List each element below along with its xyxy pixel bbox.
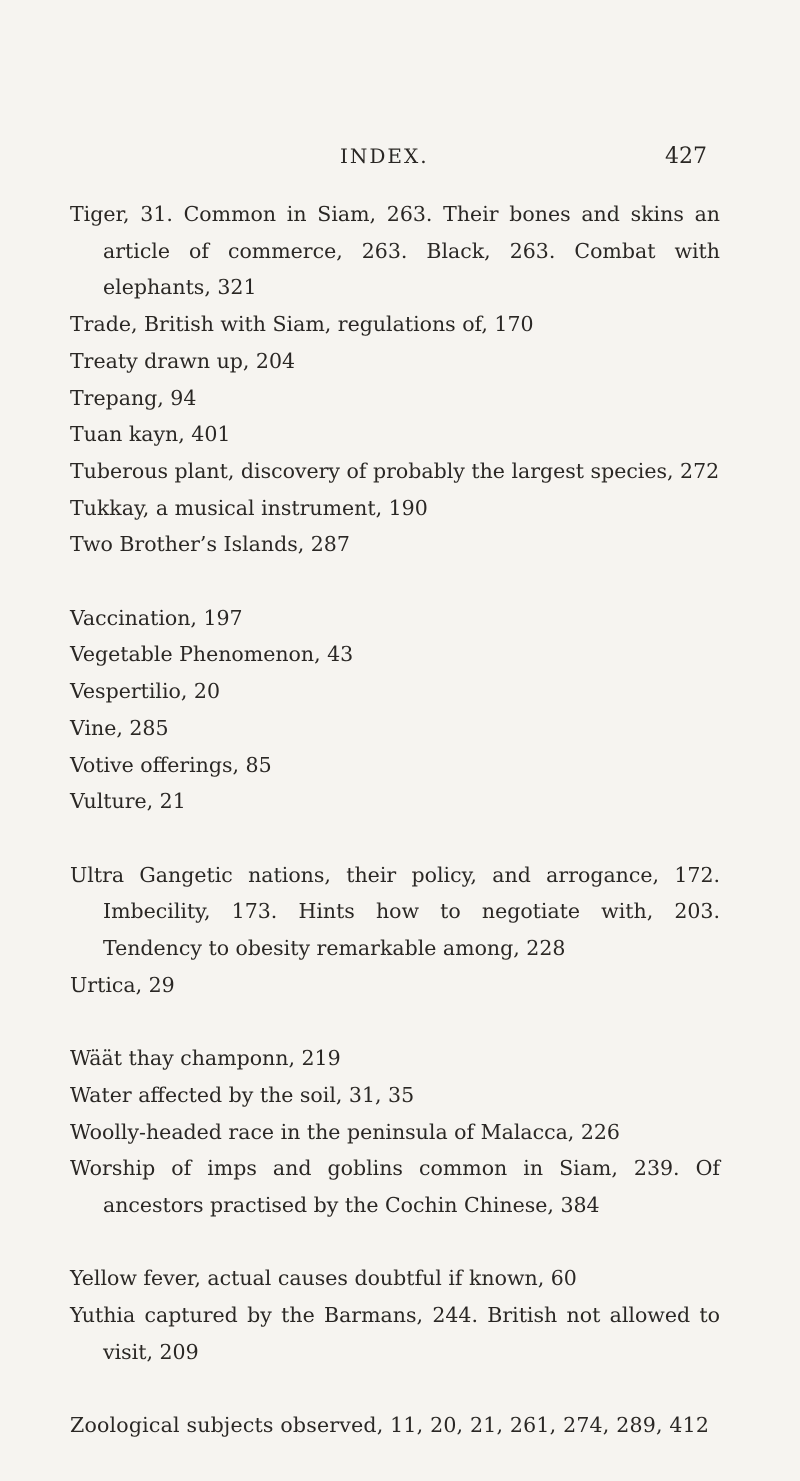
page-title: INDEX. bbox=[340, 144, 429, 168]
index-entries bbox=[70, 196, 720, 1481]
index-entry: Tiger, 31. Common in Siam, 263. Their bones and skins an article of commerce, 263. Black, 263. Combat with elephants, 321 bbox=[70, 202, 720, 300]
index-group-z bbox=[70, 1407, 720, 1444]
index-entry: Tuan kayn, 401 bbox=[70, 422, 231, 447]
index-entry: Urtica, 29 bbox=[70, 972, 175, 997]
index-group-u bbox=[70, 857, 720, 1004]
running-head bbox=[0, 144, 800, 174]
index-group-t bbox=[70, 196, 720, 563]
index-group-v bbox=[70, 600, 720, 820]
index-entry: Wäät thay champonn, 219 bbox=[70, 1046, 341, 1071]
index-entry: Tukkay, a musical instrument, 190 bbox=[70, 495, 428, 520]
index-group-y bbox=[70, 1260, 720, 1370]
index-entry: Water affected by the soil, 31, 35 bbox=[70, 1082, 415, 1107]
index-entry: Treaty drawn up, 204 bbox=[70, 348, 296, 373]
index-entry: Yellow fever, actual causes doubtful if known, 60 bbox=[70, 1266, 577, 1291]
index-entry: Trade, British with Siam, regulations of, 170 bbox=[70, 312, 534, 337]
index-entry: Woolly-headed race in the peninsula of Malacca, 226 bbox=[70, 1119, 620, 1144]
index-entry: Ultra Gangetic nations, their policy, and arrogance, 172. Imbecility, 173. Hints how to negotiate with, 203. Tendency to obesity remarkable among, 228 bbox=[70, 862, 720, 961]
index-entry: Yuthia captured by the Barmans, 244. British not allowed to visit, 209 bbox=[70, 1303, 720, 1364]
index-entry: Vulture, 21 bbox=[70, 789, 186, 814]
index-entry: Vine, 285 bbox=[70, 715, 169, 740]
index-entry: Vespertilio, 20 bbox=[70, 679, 220, 704]
index-entry: Zoological subjects observed, 11, 20, 21, 261, 274, 289, 412 bbox=[70, 1413, 710, 1438]
index-entry: Tuberous plant, discovery of probably the largest species, 272 bbox=[70, 458, 720, 483]
index-group-w bbox=[70, 1040, 720, 1224]
page-number: 427 bbox=[665, 144, 707, 169]
index-entry: Worship of imps and goblins common in Siam, 239. Of ancestors practised by the Cochin Chinese, 384 bbox=[70, 1156, 720, 1217]
index-entry: Two Brother’s Islands, 287 bbox=[70, 532, 350, 557]
index-entry: Votive offerings, 85 bbox=[70, 752, 272, 777]
index-entry: Vegetable Phenomenon, 43 bbox=[70, 642, 354, 667]
index-entry: Vaccination, 197 bbox=[70, 605, 243, 630]
index-entry: Trepang, 94 bbox=[70, 385, 197, 410]
